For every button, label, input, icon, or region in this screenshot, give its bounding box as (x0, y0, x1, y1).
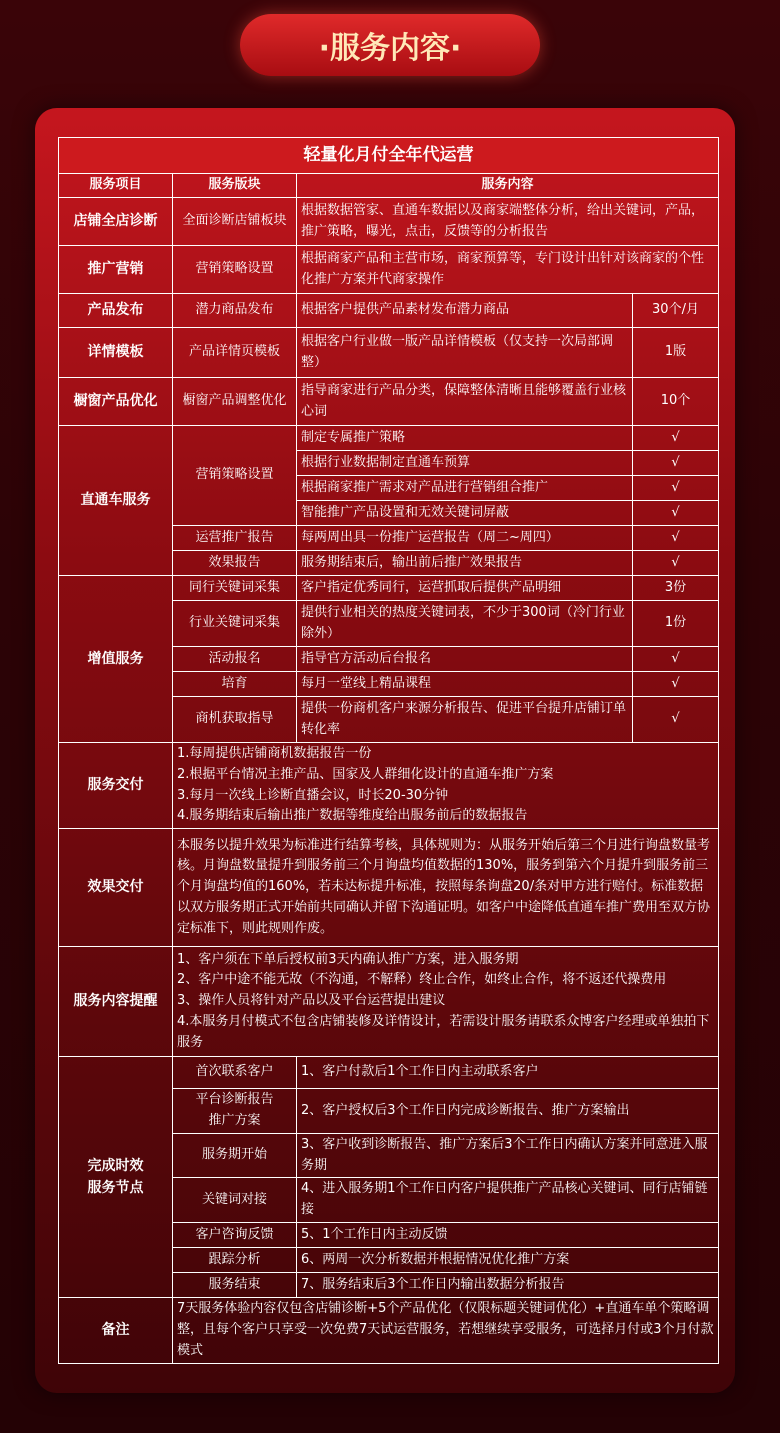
module-line: 推广方案 (208, 1112, 261, 1128)
check-cell: √ (633, 476, 719, 501)
module-cell: 全面诊断店铺板块 (173, 198, 297, 246)
content-cell (173, 743, 719, 829)
content-cell: 每月一堂线上精品课程 (297, 672, 633, 697)
module-cell: 同行关键词采集 (173, 576, 297, 601)
reminder-line: 2、客户中途不能无故（不沟通，不解释）终止合作，如终止合作，将不返还代操费用 (177, 972, 667, 988)
module-cell: 培育 (173, 672, 297, 697)
page-title: ·服务内容· (240, 14, 540, 76)
category-cell: 服务交付 (59, 743, 173, 829)
service-table (58, 137, 719, 1364)
module-cell: 营销策略设置 (173, 426, 297, 526)
module-cell: 客户咨询反馈 (173, 1222, 297, 1247)
check-cell: √ (633, 426, 719, 451)
reminder-line: 3、操作人员将针对产品以及平台运营提出建议 (177, 993, 446, 1009)
category-cell: 店铺全店诊断 (59, 198, 173, 246)
category-cell: 效果交付 (59, 829, 173, 947)
table-row (59, 576, 719, 601)
header-service-content: 服务内容 (297, 174, 719, 198)
module-cell: 营销策略设置 (173, 246, 297, 294)
amount-cell: 3份 (633, 576, 719, 601)
delivery-line: 2.根据平台情况主推产品、国家及人群细化设计的直通车推广方案 (177, 766, 554, 782)
content-cell: 每两周出具一份推广运营报告（周二~周四） (297, 526, 633, 551)
module-cell: 服务期开始 (173, 1133, 297, 1178)
header-service-item: 服务项目 (59, 174, 173, 198)
check-cell: √ (633, 551, 719, 576)
content-cell: 制定专属推广策略 (297, 426, 633, 451)
content-cell: 5、1个工作日内主动反馈 (297, 1222, 719, 1247)
table-title: 轻量化月付全年代运营 (59, 138, 719, 174)
amount-cell: 30个/月 (633, 294, 719, 328)
module-cell: 效果报告 (173, 551, 297, 576)
module-cell: 活动报名 (173, 647, 297, 672)
module-cell: 橱窗产品调整优化 (173, 378, 297, 426)
table-header-row (59, 174, 719, 198)
content-cell: 根据客户行业做一版产品详情模板（仅支持一次局部调整） (297, 328, 633, 378)
delivery-line: 4.服务期结束后输出推广数据等维度给出服务前后的数据报告 (177, 808, 528, 824)
content-cell: 服务期结束后，输出前后推广效果报告 (297, 551, 633, 576)
category-cell: 产品发布 (59, 294, 173, 328)
module-cell: 潜力商品发布 (173, 294, 297, 328)
category-cell (59, 1057, 173, 1298)
delivery-line: 1.每周提供店铺商机数据报告一份 (177, 746, 372, 761)
module-cell: 跟踪分析 (173, 1247, 297, 1272)
table-row (59, 328, 719, 378)
module-cell: 关键词对接 (173, 1178, 297, 1223)
module-line: 平台诊断报告 (195, 1092, 274, 1108)
table-row (59, 294, 719, 328)
module-cell: 产品详情页模板 (173, 328, 297, 378)
table-row (59, 829, 719, 947)
check-cell: √ (633, 451, 719, 476)
table-row (59, 947, 719, 1057)
content-cell: 根据商家产品和主营市场，商家预算等，专门设计出针对该商家的个性化推广方案并代商家操作 (297, 246, 719, 294)
table-row (59, 1297, 719, 1363)
table-row (59, 1057, 719, 1089)
check-cell: √ (633, 672, 719, 697)
category-cell: 直通车服务 (59, 426, 173, 576)
amount-cell: 1份 (633, 601, 719, 647)
content-cell: 智能推广产品设置和无效关键词屏蔽 (297, 501, 633, 526)
table-title-row (59, 138, 719, 174)
module-cell (173, 1089, 297, 1134)
content-cell: 根据商家推广需求对产品进行营销组合推广 (297, 476, 633, 501)
content-cell: 根据行业数据制定直通车预算 (297, 451, 633, 476)
content-cell: 提供行业相关的热度关键词表，不少于300词（冷门行业除外） (297, 601, 633, 647)
content-cell: 指导官方活动后台报名 (297, 647, 633, 672)
check-cell: √ (633, 647, 719, 672)
content-cell: 根据客户提供产品素材发布潜力商品 (297, 294, 633, 328)
category-cell: 备注 (59, 1297, 173, 1363)
content-cell: 3、客户收到诊断报告、推广方案后3个工作日内确认方案并同意进入服务期 (297, 1133, 719, 1178)
category-cell: 服务内容提醒 (59, 947, 173, 1057)
content-cell: 1、客户付款后1个工作日内主动联系客户 (297, 1057, 719, 1089)
amount-cell: 10个 (633, 378, 719, 426)
content-cell: 6、两周一次分析数据并根据情况优化推广方案 (297, 1247, 719, 1272)
table-row (59, 198, 719, 246)
delivery-line: 3.每月一次线上诊断直播会议，时长20-30分钟 (177, 787, 449, 803)
content-cell: 7天服务体验内容仅包含店铺诊断+5个产品优化（仅限标题关键词优化）+直通车单个策略调整，且每个客户只享受一次免费7天试运营服务，若想继续享受服务，可选择月付或3个月付款模式 (173, 1297, 719, 1363)
reminder-line: 4.本服务月付模式不包含店铺装修及详情设计，若需设计服务请联系众博客户经理或单独拍下服务 (177, 1014, 710, 1050)
table-row (59, 246, 719, 294)
reminder-line: 1、客户须在下单后授权前3天内确认推广方案，进入服务期 (177, 951, 519, 967)
content-cell: 2、客户授权后3个工作日内完成诊断报告、推广方案输出 (297, 1089, 719, 1134)
content-cell (173, 947, 719, 1057)
module-cell: 商机获取指导 (173, 697, 297, 743)
content-cell: 根据数据管家、直通车数据以及商家端整体分析，给出关键词，产品，推广策略，曝光，点击，反馈等的分析报告 (297, 198, 719, 246)
module-cell: 运营推广报告 (173, 526, 297, 551)
category-line: 服务节点 (87, 1180, 144, 1197)
header-service-module: 服务版块 (173, 174, 297, 198)
content-cell: 本服务以提升效果为标准进行结算考核，具体规则为：从服务开始后第三个月进行询盘数量考核。月询盘数量提升到服务前三个月询盘均值数据的130%，服务到第六个月提升到服务前三个月询盘均值的160%，若未达标提升标准，按照每条询盘20/条对甲方进行赔付。标准数据以双方服务期正式开始前共同确认并留下沟通证明。如客户中途降低直通车推广费用至双方协定标准下，则此规则作废。 (173, 829, 719, 947)
category-cell: 橱窗产品优化 (59, 378, 173, 426)
category-line: 完成时效 (87, 1157, 144, 1174)
content-cell: 指导商家进行产品分类，保障整体清晰且能够覆盖行业核心词 (297, 378, 633, 426)
check-cell: √ (633, 501, 719, 526)
category-cell: 详情模板 (59, 328, 173, 378)
category-cell: 增值服务 (59, 576, 173, 743)
table-row (59, 743, 719, 829)
module-cell: 服务结束 (173, 1272, 297, 1297)
table-row (59, 426, 719, 451)
amount-cell: 1版 (633, 328, 719, 378)
content-cell: 客户指定优秀同行，运营抓取后提供产品明细 (297, 576, 633, 601)
content-cell: 4、进入服务期1个工作日内客户提供推广产品核心关键词、同行店铺链接 (297, 1178, 719, 1223)
module-cell: 行业关键词采集 (173, 601, 297, 647)
content-cell: 7、服务结束后3个工作日内输出数据分析报告 (297, 1272, 719, 1297)
table-row (59, 378, 719, 426)
check-cell: √ (633, 526, 719, 551)
content-cell: 提供一份商机客户来源分析报告、促进平台提升店铺订单转化率 (297, 697, 633, 743)
category-cell: 推广营销 (59, 246, 173, 294)
module-cell: 首次联系客户 (173, 1057, 297, 1089)
check-cell: √ (633, 697, 719, 743)
